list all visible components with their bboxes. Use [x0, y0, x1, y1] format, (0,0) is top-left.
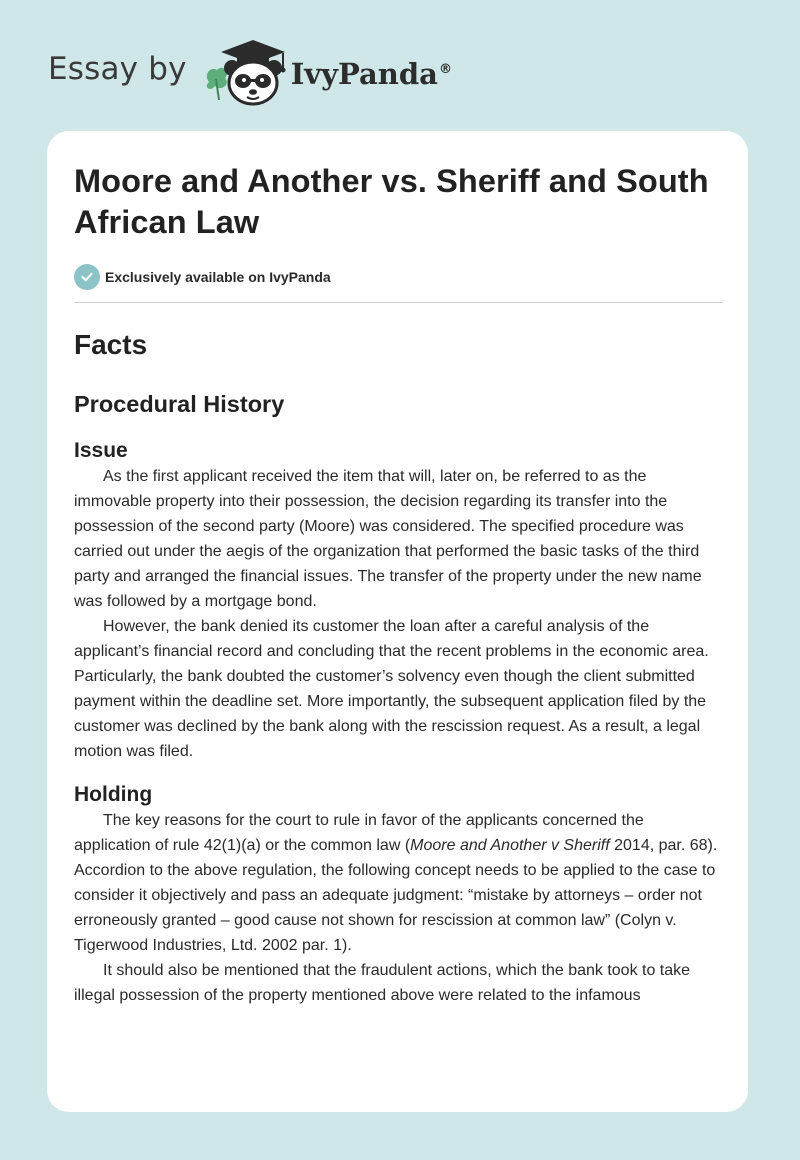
heading-facts: Facts	[74, 329, 148, 360]
holding-paragraph-1-end: 2014, par. 68). Accordion to the above regulation, the following concept needs to be applied to the case to consider it objectively and pass an adequate judgment: “mistake by attorneys – order not erroneously granted – good cause not shown for rescission at common law” (Colyn v. Tigerwood Industries, Ltd. 2002 par. 1).	[74, 837, 718, 954]
case-citation: Moore and Another v Sheriff	[410, 837, 610, 854]
issue-paragraph-1: As the first applicant received the item that will, later on, be referred to as the immovable property into their possession, the decision regarding its transfer into the possession of the second party (Moore) was considered. The specified procedure was carried out under the aegis of the organization that performed the basic tasks of the third party and arranged the financial issues. The transfer of the property under the new name was followed by a mortgage bond.	[74, 468, 702, 610]
brand-header[interactable]	[48, 34, 452, 108]
check-circle-icon	[74, 264, 100, 290]
brand-name: IvyPanda®	[290, 57, 452, 91]
exclusive-badge	[74, 264, 722, 290]
registered-mark: ®	[438, 62, 452, 78]
issue-paragraph-2: However, the bank denied its customer the loan after a careful analysis of the applicant’s financial record and concluding that the recent problems in the economic area. Particularly, the bank doubted the customer’s solvency even though the client submitted payment within the deadline set. More importantly, the subsequent application filed by the customer was declined by the bank along with the rescission request. As a result, a legal motion was filed.	[74, 618, 709, 760]
holding-paragraph-1	[74, 808, 722, 958]
panda-graduate-logo-icon	[201, 34, 293, 108]
heading-procedural-history: Procedural History	[74, 391, 285, 417]
essay-title: Moore and Another vs. Sheriff and South African Law	[74, 163, 709, 240]
title-divider	[74, 302, 723, 303]
heading-issue: Issue	[74, 439, 128, 462]
badge-text: Exclusively available on IvyPanda	[105, 269, 331, 285]
essay-card	[47, 131, 748, 1112]
heading-holding: Holding	[74, 783, 153, 806]
brand-prefix: Essay by	[48, 51, 187, 87]
holding-paragraph-2: It should also be mentioned that the fraudulent actions, which the bank took to take illegal possession of the property mentioned above were related to the infamous	[74, 962, 691, 1004]
holding-paragraph-1-start: The key reasons for the court to rule in favor of the applicants concerned the application of rule 42(1)(a) or the common law (	[74, 812, 644, 854]
